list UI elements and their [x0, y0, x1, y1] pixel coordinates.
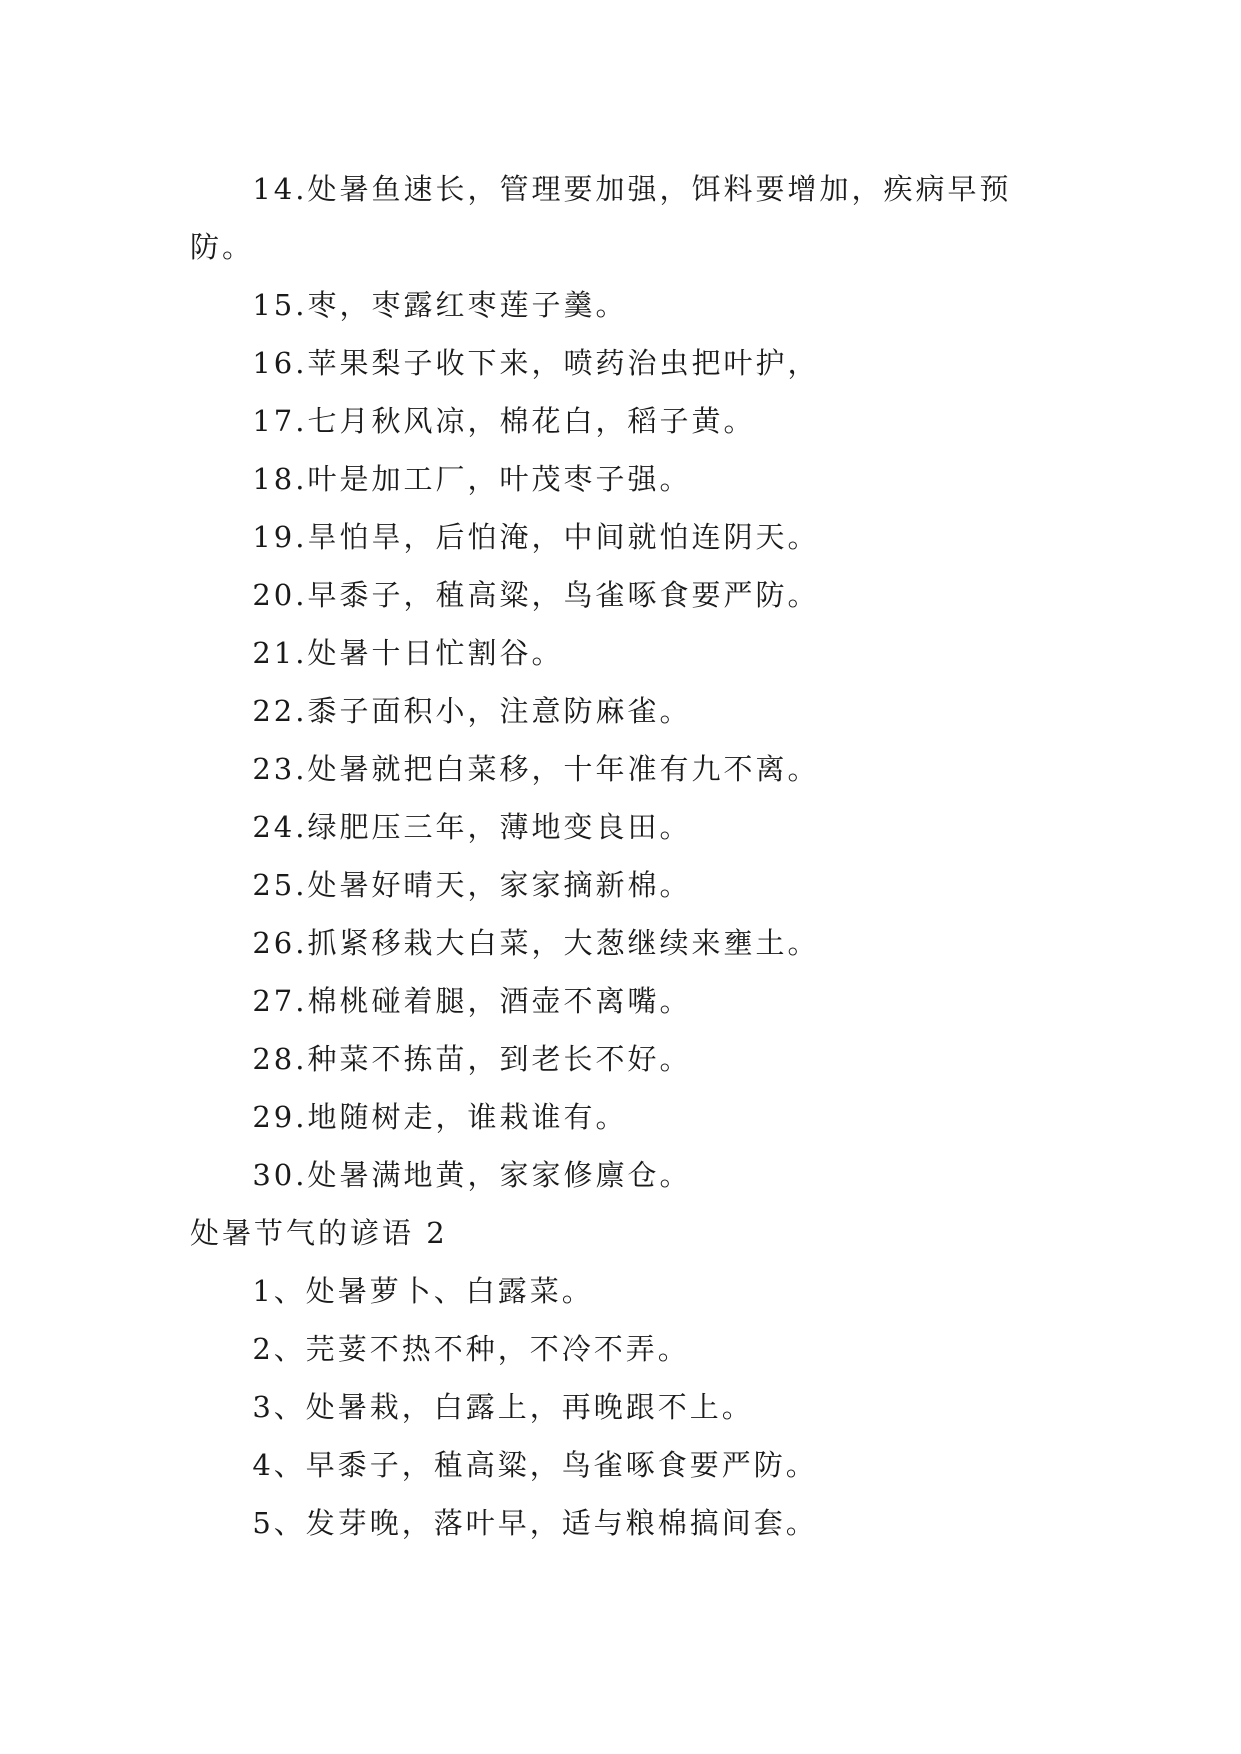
proverb2-item-3: 3、处暑栽，白露上，再晚跟不上。	[252, 1390, 754, 1424]
section-heading: 处暑节气的谚语 2	[190, 1216, 448, 1250]
proverb-item-28: 28.种菜不拣苗，到老长不好。	[252, 1042, 692, 1076]
proverb-item-15: 15.枣，枣露红枣莲子羹。	[252, 288, 628, 322]
proverb-item-24: 24.绿肥压三年，薄地变良田。	[252, 810, 692, 844]
proverb-item-17: 17.七月秋风凉，棉花白，稻子黄。	[252, 404, 756, 438]
proverb-item-29: 29.地随树走，谁栽谁有。	[252, 1100, 628, 1134]
proverb-item-22: 22.黍子面积小，注意防麻雀。	[252, 694, 692, 728]
proverb-item-21: 21.处暑十日忙割谷。	[252, 636, 564, 670]
proverb-item-16: 16.苹果梨子收下来，喷药治虫把叶护，	[252, 346, 820, 380]
proverb-item-30: 30.处暑满地黄，家家修廪仓。	[252, 1158, 692, 1192]
proverb2-item-5: 5、发芽晚，落叶早，适与粮棉搞间套。	[252, 1506, 818, 1540]
proverb-item-18: 18.叶是加工厂，叶茂枣子强。	[252, 462, 692, 496]
proverb-item-23: 23.处暑就把白菜移，十年准有九不离。	[252, 752, 820, 786]
proverb-item-20: 20.早黍子，稙高粱，鸟雀啄食要严防。	[252, 578, 820, 612]
proverb2-item-2: 2、芫荽不热不种，不冷不弄。	[252, 1332, 690, 1366]
proverb-item-14: 14.处暑鱼速长，管理要加强，饵料要增加，疾病早预防。	[190, 172, 1012, 264]
proverb2-item-4: 4、早黍子，稙高粱，鸟雀啄食要严防。	[252, 1448, 818, 1482]
proverb-item-26: 26.抓紧移栽大白菜，大葱继续来壅土。	[252, 926, 820, 960]
proverb-item-27: 27.棉桃碰着腿，酒壶不离嘴。	[252, 984, 692, 1018]
proverb-item-25: 25.处暑好晴天，家家摘新棉。	[252, 868, 692, 902]
document-body	[190, 160, 1050, 1552]
proverb2-item-1: 1、处暑萝卜、白露菜。	[252, 1274, 594, 1308]
proverb-item-19: 19.旱怕旱，后怕淹，中间就怕连阴天。	[252, 520, 820, 554]
